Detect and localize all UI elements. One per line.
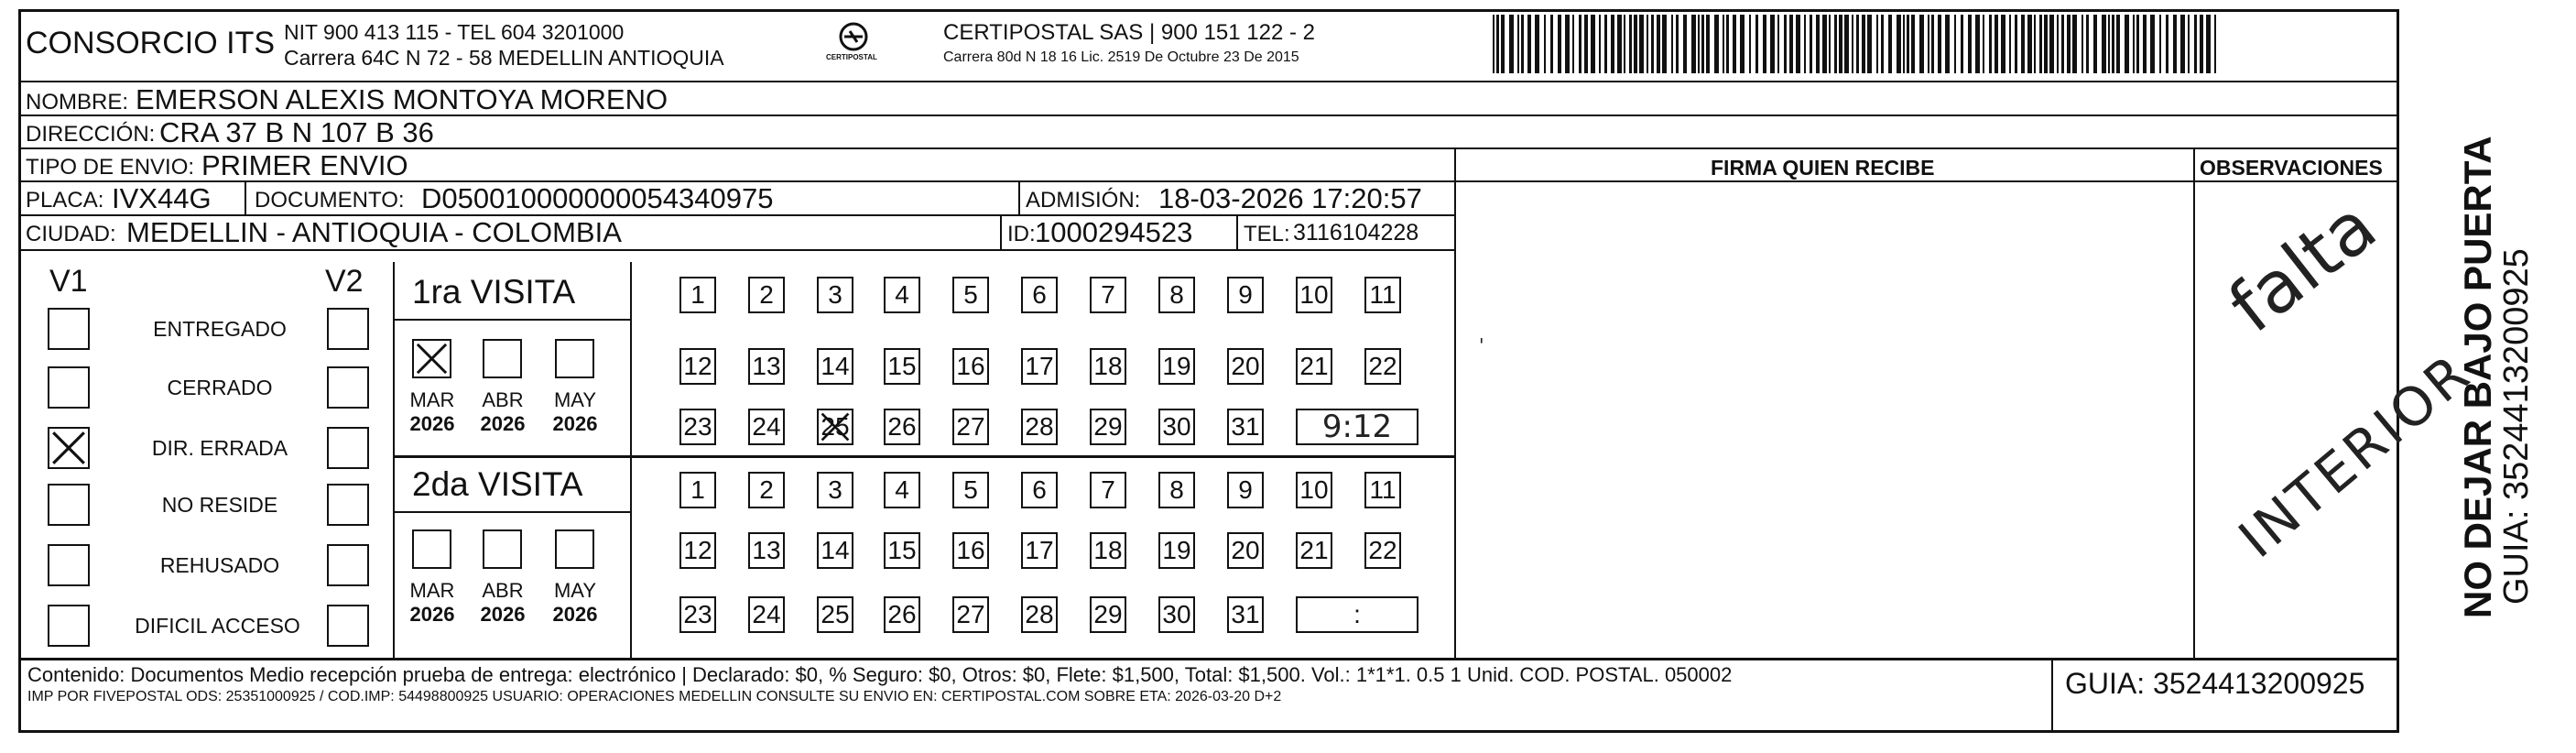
- month-label: ABR: [482, 579, 524, 602]
- day-box[interactable]: 19: [1158, 348, 1195, 385]
- barcode-bar: [2108, 15, 2110, 73]
- divider: [393, 319, 630, 321]
- barcode-bar: [1856, 15, 1859, 73]
- barcode-bar: [2009, 15, 2011, 73]
- day-box[interactable]: 28: [1021, 409, 1058, 445]
- barcode-bar: [2194, 15, 2197, 73]
- barcode-bar: [2116, 15, 2120, 73]
- barcode-bar: [2125, 15, 2129, 73]
- day-box[interactable]: 11: [1364, 277, 1401, 313]
- day-box[interactable]: 6: [1021, 277, 1058, 313]
- v1-label: V1: [49, 264, 88, 299]
- v2-checkbox[interactable]: [327, 366, 369, 409]
- day-box[interactable]: 13: [748, 348, 785, 385]
- company-name: CONSORCIO ITS: [26, 26, 276, 60]
- barcode-bar: [1816, 15, 1820, 73]
- company-nit: NIT 900 413 115 - TEL 604 3201000: [284, 20, 625, 44]
- recipient-block: [18, 81, 2399, 262]
- barcode-bar: [2136, 15, 2139, 73]
- barcode-bar: [1714, 15, 1719, 73]
- divider: [2193, 147, 2195, 658]
- barcode-bar: [1888, 15, 1892, 73]
- barcode-bar: [2102, 15, 2106, 73]
- day-box[interactable]: 4: [884, 472, 920, 508]
- status-label: NO RESIDE: [161, 493, 278, 517]
- year-label: 2026: [552, 412, 598, 435]
- day-box[interactable]: 2: [748, 472, 785, 508]
- barcode-bar: [1834, 15, 1837, 73]
- divider: [18, 658, 2399, 660]
- day-box[interactable]: 21: [1296, 532, 1332, 569]
- day-box[interactable]: 31: [1227, 596, 1264, 633]
- barcode-bar: [1634, 15, 1637, 73]
- barcode-bar: [1876, 15, 1878, 73]
- month-label: MAR: [409, 579, 455, 602]
- barcode-bar: [1749, 15, 1751, 73]
- day-box[interactable]: 12: [679, 348, 716, 385]
- v1-checkbox[interactable]: [48, 366, 90, 409]
- barcode-bar: [2206, 15, 2211, 73]
- barcode-bar: [2061, 15, 2064, 73]
- barcode-bar: [1777, 15, 1779, 73]
- divider: [393, 455, 1454, 458]
- day-box[interactable]: 31: [1227, 409, 1264, 445]
- barcode-bar: [1789, 15, 1793, 73]
- day-box[interactable]: 19: [1158, 532, 1195, 569]
- barcode-bar: [1975, 15, 1980, 73]
- day-box[interactable]: 18: [1090, 532, 1126, 569]
- barcode-bar: [2200, 15, 2203, 73]
- day-box[interactable]: 3: [817, 472, 853, 508]
- barcode-bar: [2034, 15, 2036, 73]
- v2-checkbox[interactable]: [327, 427, 369, 469]
- barcode-bar: [1629, 15, 1632, 73]
- certipostal-address: Carrera 80d N 18 16 Lic. 2519 De Octubre 23 De 2015: [943, 49, 1299, 65]
- barcode-bar: [2173, 15, 2177, 73]
- signature-mark: ': [1479, 334, 1484, 356]
- barcode: [1493, 15, 2225, 73]
- barcode-bar: [1852, 15, 1853, 73]
- ciudad-value: MEDELLIN - ANTIOQUIA - COLOMBIA: [126, 216, 622, 248]
- day-box[interactable]: 9: [1227, 277, 1264, 313]
- month-checkbox[interactable]: [555, 339, 594, 378]
- day-box[interactable]: 29: [1090, 596, 1126, 633]
- documento-label: DOCUMENTO:: [255, 188, 405, 213]
- day-box[interactable]: 23: [679, 596, 716, 633]
- barcode-bar: [1604, 15, 1607, 73]
- barcode-bar: [1961, 15, 1963, 73]
- day-box[interactable]: 25: [817, 596, 853, 633]
- barcode-bar: [2039, 15, 2042, 73]
- day-box[interactable]: 27: [952, 409, 989, 445]
- barcode-bar: [1954, 15, 1956, 73]
- month-label: MAY: [553, 388, 597, 411]
- v1-checkbox[interactable]: [48, 544, 90, 586]
- year-label: 2026: [552, 603, 598, 626]
- barcode-bar: [1706, 15, 1710, 73]
- certipostal-logo-text: CERTIPOSTAL: [826, 53, 877, 61]
- barcode-bar: [1968, 15, 1972, 73]
- barcode-bar: [2180, 15, 2185, 73]
- barcode-bar: [1907, 15, 1909, 73]
- day-box[interactable]: 15: [884, 348, 920, 385]
- barcode-bar: [1994, 15, 1998, 73]
- divider: [630, 262, 632, 658]
- barcode-bar: [2015, 15, 2017, 73]
- first-visit-title: 1ra VISITA: [412, 273, 576, 311]
- footer-contenido: Contenido: Documentos Medio recepción prueba de entrega: electrónico | Declarado: $0, % Seguro: $0, Otros: $0, Flete: $1,500, Total: $1,500. Vol.: 1*1*1. 0.5 1 Unid. COD. POSTAL. 050002: [27, 663, 1733, 686]
- barcode-bar: [2049, 15, 2054, 73]
- nombre-label: NOMBRE:: [26, 90, 129, 115]
- x-mark-icon: [414, 341, 450, 376]
- day-box[interactable]: 27: [952, 596, 989, 633]
- x-mark-icon: [49, 429, 88, 467]
- barcode-bar: [1740, 15, 1745, 73]
- day-box[interactable]: 11: [1364, 472, 1401, 508]
- company-address: Carrera 64C N 72 - 58 MEDELLIN ANTIOQUIA: [284, 46, 724, 70]
- id-label: ID:: [1007, 222, 1036, 246]
- barcode-bar: [1810, 15, 1812, 73]
- barcode-bar: [2112, 15, 2114, 73]
- admision-label: ADMISIÓN:: [1026, 188, 1141, 213]
- day-box[interactable]: 7: [1090, 277, 1126, 313]
- day-box[interactable]: 8: [1158, 472, 1195, 508]
- handwritten-note-line1: falta: [2214, 185, 2392, 349]
- barcode-bar: [2166, 15, 2168, 73]
- barcode-bar: [2150, 15, 2155, 73]
- day-box[interactable]: 1: [679, 472, 716, 508]
- day-box[interactable]: 23: [679, 409, 716, 445]
- barcode-bar: [2021, 15, 2025, 73]
- v2-checkbox[interactable]: [327, 484, 369, 526]
- v1-checkbox[interactable]: [48, 605, 90, 647]
- barcode-bar: [1844, 15, 1849, 73]
- barcode-bar: [1839, 15, 1842, 73]
- time-box[interactable]: :: [1296, 596, 1418, 633]
- status-label: DIFICIL ACCESO: [135, 614, 300, 638]
- day-box[interactable]: 6: [1021, 472, 1058, 508]
- barcode-bar: [1647, 15, 1648, 73]
- barcode-bar: [2072, 15, 2077, 73]
- v2-checkbox[interactable]: [327, 544, 369, 586]
- barcode-bar: [1676, 15, 1679, 73]
- day-box[interactable]: 2: [748, 277, 785, 313]
- barcode-bar: [1701, 15, 1704, 73]
- day-box[interactable]: 30: [1158, 409, 1195, 445]
- barcode-bar: [1726, 15, 1729, 73]
- day-box[interactable]: 21: [1296, 348, 1332, 385]
- barcode-bar: [1550, 15, 1553, 73]
- placa-value: IVX44G: [112, 182, 212, 214]
- side-guia: GUIA: 3524413200925: [2497, 248, 2536, 605]
- day-box[interactable]: 5: [952, 277, 989, 313]
- status-label: ENTREGADO: [153, 317, 287, 341]
- barcode-bar: [1698, 15, 1700, 73]
- barcode-bar: [1584, 15, 1588, 73]
- barcode-bar: [2086, 15, 2089, 73]
- divider: [1454, 180, 2397, 182]
- month-checkbox[interactable]: [483, 339, 522, 378]
- barcode-bar: [1662, 15, 1667, 73]
- barcode-bar: [1867, 15, 1872, 73]
- day-box[interactable]: 16: [952, 348, 989, 385]
- barcode-bar: [2188, 15, 2190, 73]
- day-box[interactable]: 7: [1090, 472, 1126, 508]
- v2-checkbox[interactable]: [327, 605, 369, 647]
- tipo-envio-label: TIPO DE ENVIO:: [26, 155, 195, 180]
- barcode-bar: [1565, 15, 1570, 73]
- barcode-bar: [1657, 15, 1660, 73]
- day-box[interactable]: 24: [748, 409, 785, 445]
- status-label: REHUSADO: [159, 553, 280, 577]
- year-label: 2026: [480, 412, 526, 435]
- day-box[interactable]: 17: [1021, 348, 1058, 385]
- barcode-bar: [1617, 15, 1622, 73]
- barcode-bar: [1579, 15, 1581, 73]
- barcode-bar: [1938, 15, 1941, 73]
- barcode-bar: [1928, 15, 1929, 73]
- certipostal-logo-icon: [828, 18, 879, 70]
- month-checkbox[interactable]: [412, 339, 451, 378]
- barcode-bar: [1919, 15, 1924, 73]
- day-box[interactable]: 14: [817, 348, 853, 385]
- barcode-bar: [1501, 15, 1505, 73]
- ciudad-label: CIUDAD:: [26, 222, 116, 246]
- barcode-bar: [1558, 15, 1561, 73]
- barcode-bar: [1509, 15, 1514, 73]
- day-box[interactable]: 18: [1090, 348, 1126, 385]
- barcode-bar: [1493, 15, 1495, 73]
- day-box[interactable]: 25: [817, 409, 853, 445]
- barcode-bar: [1796, 15, 1800, 73]
- month-label: MAY: [553, 579, 597, 602]
- v1-checkbox[interactable]: [48, 427, 90, 469]
- barcode-bar: [1822, 15, 1827, 73]
- barcode-bar: [1931, 15, 1934, 73]
- year-label: 2026: [480, 603, 526, 626]
- barcode-bar: [1862, 15, 1865, 73]
- barcode-bar: [1572, 15, 1574, 73]
- day-box[interactable]: 26: [884, 596, 920, 633]
- barcode-bar: [2159, 15, 2161, 73]
- barcode-bar: [1651, 15, 1654, 73]
- day-box[interactable]: 15: [884, 532, 920, 569]
- day-box[interactable]: 4: [884, 277, 920, 313]
- month-checkbox[interactable]: [555, 529, 594, 569]
- barcode-bar: [1591, 15, 1595, 73]
- side-notice: NO DEJAR BAJO PUERTA: [2456, 136, 2499, 618]
- day-box[interactable]: 10: [1296, 472, 1332, 508]
- day-box[interactable]: 5: [952, 472, 989, 508]
- day-box[interactable]: 12: [679, 532, 716, 569]
- direccion-value: CRA 37 B N 107 B 36: [159, 116, 434, 148]
- day-box[interactable]: 17: [1021, 532, 1058, 569]
- day-box[interactable]: 22: [1364, 348, 1401, 385]
- day-box[interactable]: 1: [679, 277, 716, 313]
- month-label: ABR: [482, 388, 524, 411]
- divider: [1454, 147, 1456, 658]
- day-box[interactable]: 16: [952, 532, 989, 569]
- year-label: 2026: [409, 603, 455, 626]
- barcode-bar: [1611, 15, 1614, 73]
- barcode-bar: [2081, 15, 2083, 73]
- day-box[interactable]: 3: [817, 277, 853, 313]
- id-value: 1000294523: [1035, 216, 1193, 248]
- direccion-label: DIRECCIÓN:: [26, 122, 156, 147]
- nombre-value: EMERSON ALEXIS MONTOYA MORENO: [136, 83, 668, 115]
- barcode-bar: [2027, 15, 2032, 73]
- time-box[interactable]: 9:12: [1296, 409, 1418, 445]
- observaciones-header: OBSERVACIONES: [2200, 156, 2383, 180]
- barcode-bar: [1671, 15, 1673, 73]
- day-box[interactable]: 9: [1227, 472, 1264, 508]
- certipostal-name: CERTIPOSTAL SAS | 900 151 122 - 2: [943, 20, 1315, 45]
- barcode-bar: [1599, 15, 1601, 73]
- day-box[interactable]: 8: [1158, 277, 1195, 313]
- day-box[interactable]: 20: [1227, 348, 1264, 385]
- v2-label: V2: [325, 264, 364, 299]
- year-label: 2026: [409, 412, 455, 435]
- barcode-bar: [1723, 15, 1724, 73]
- month-checkbox[interactable]: [483, 529, 522, 569]
- day-box[interactable]: 22: [1364, 532, 1401, 569]
- barcode-bar: [1624, 15, 1625, 73]
- day-box[interactable]: 13: [748, 532, 785, 569]
- month-checkbox[interactable]: [412, 529, 451, 569]
- second-visit-title: 2da VISITA: [412, 465, 583, 503]
- barcode-bar: [2133, 15, 2135, 73]
- barcode-bar: [1527, 15, 1531, 73]
- day-box[interactable]: 29: [1090, 409, 1126, 445]
- barcode-bar: [1770, 15, 1775, 73]
- divider: [2051, 658, 2053, 733]
- barcode-bar: [1521, 15, 1524, 73]
- barcode-bar: [1763, 15, 1766, 73]
- barcode-bar: [1881, 15, 1884, 73]
- day-box[interactable]: 10: [1296, 277, 1332, 313]
- day-box[interactable]: 24: [748, 596, 785, 633]
- day-box[interactable]: 20: [1227, 532, 1264, 569]
- tel-value: 3116104228: [1293, 220, 1419, 246]
- barcode-bar: [1683, 15, 1687, 73]
- barcode-bar: [1733, 15, 1736, 73]
- barcode-bar: [1535, 15, 1539, 73]
- barcode-bar: [2143, 15, 2147, 73]
- v1-checkbox[interactable]: [48, 308, 90, 350]
- barcode-bar: [1829, 15, 1831, 73]
- barcode-bar: [2057, 15, 2059, 73]
- month-label: MAR: [409, 388, 455, 411]
- footer-imp: IMP POR FIVEPOSTAL ODS: 25351000925 / COD.IMP: 54498800925 USUARIO: OPERACIONES MEDELLIN CONSULTE SU ENVIO EN: CERTIPOSTAL.COM SOBRE ETA: 2026-03-20 D+2: [27, 689, 1282, 704]
- barcode-bar: [1639, 15, 1644, 73]
- status-label: DIR. ERRADA: [151, 436, 288, 460]
- barcode-bar: [2214, 15, 2216, 73]
- handwritten-note-line2: INTERIOR: [2227, 341, 2484, 571]
- barcode-bar: [1989, 15, 1992, 73]
- tipo-envio-value: PRIMER ENVIO: [201, 149, 408, 181]
- barcode-bar: [1903, 15, 1905, 73]
- barcode-bar: [2001, 15, 2005, 73]
- v2-checkbox[interactable]: [327, 308, 369, 350]
- day-box[interactable]: 26: [884, 409, 920, 445]
- barcode-bar: [1496, 15, 1499, 73]
- footer-guia: GUIA: 3524413200925: [2065, 667, 2365, 700]
- barcode-bar: [2093, 15, 2097, 73]
- tel-label: TEL:: [1244, 222, 1290, 246]
- barcode-bar: [1983, 15, 1984, 73]
- barcode-bar: [1755, 15, 1758, 73]
- x-mark-icon: [819, 410, 852, 443]
- day-box[interactable]: 30: [1158, 596, 1195, 633]
- divider: [393, 262, 395, 658]
- documento-value: D050010000000054340975: [421, 182, 774, 214]
- barcode-bar: [1784, 15, 1787, 73]
- barcode-bar: [2044, 15, 2048, 73]
- barcode-bar: [1691, 15, 1696, 73]
- v1-checkbox[interactable]: [48, 484, 90, 526]
- barcode-bar: [1897, 15, 1901, 73]
- barcode-bar: [1945, 15, 1950, 73]
- placa-label: PLACA:: [26, 188, 104, 213]
- divider: [393, 511, 630, 513]
- status-label: CERRADO: [167, 376, 273, 399]
- barcode-bar: [1517, 15, 1519, 73]
- day-box[interactable]: 14: [817, 532, 853, 569]
- barcode-bar: [2067, 15, 2071, 73]
- barcode-bar: [1911, 15, 1915, 73]
- admision-value: 18-03-2026 17:20:57: [1158, 182, 1422, 214]
- barcode-bar: [1544, 15, 1546, 73]
- day-box[interactable]: 28: [1021, 596, 1058, 633]
- firma-header: FIRMA QUIEN RECIBE: [1711, 156, 1935, 180]
- barcode-bar: [1804, 15, 1806, 73]
